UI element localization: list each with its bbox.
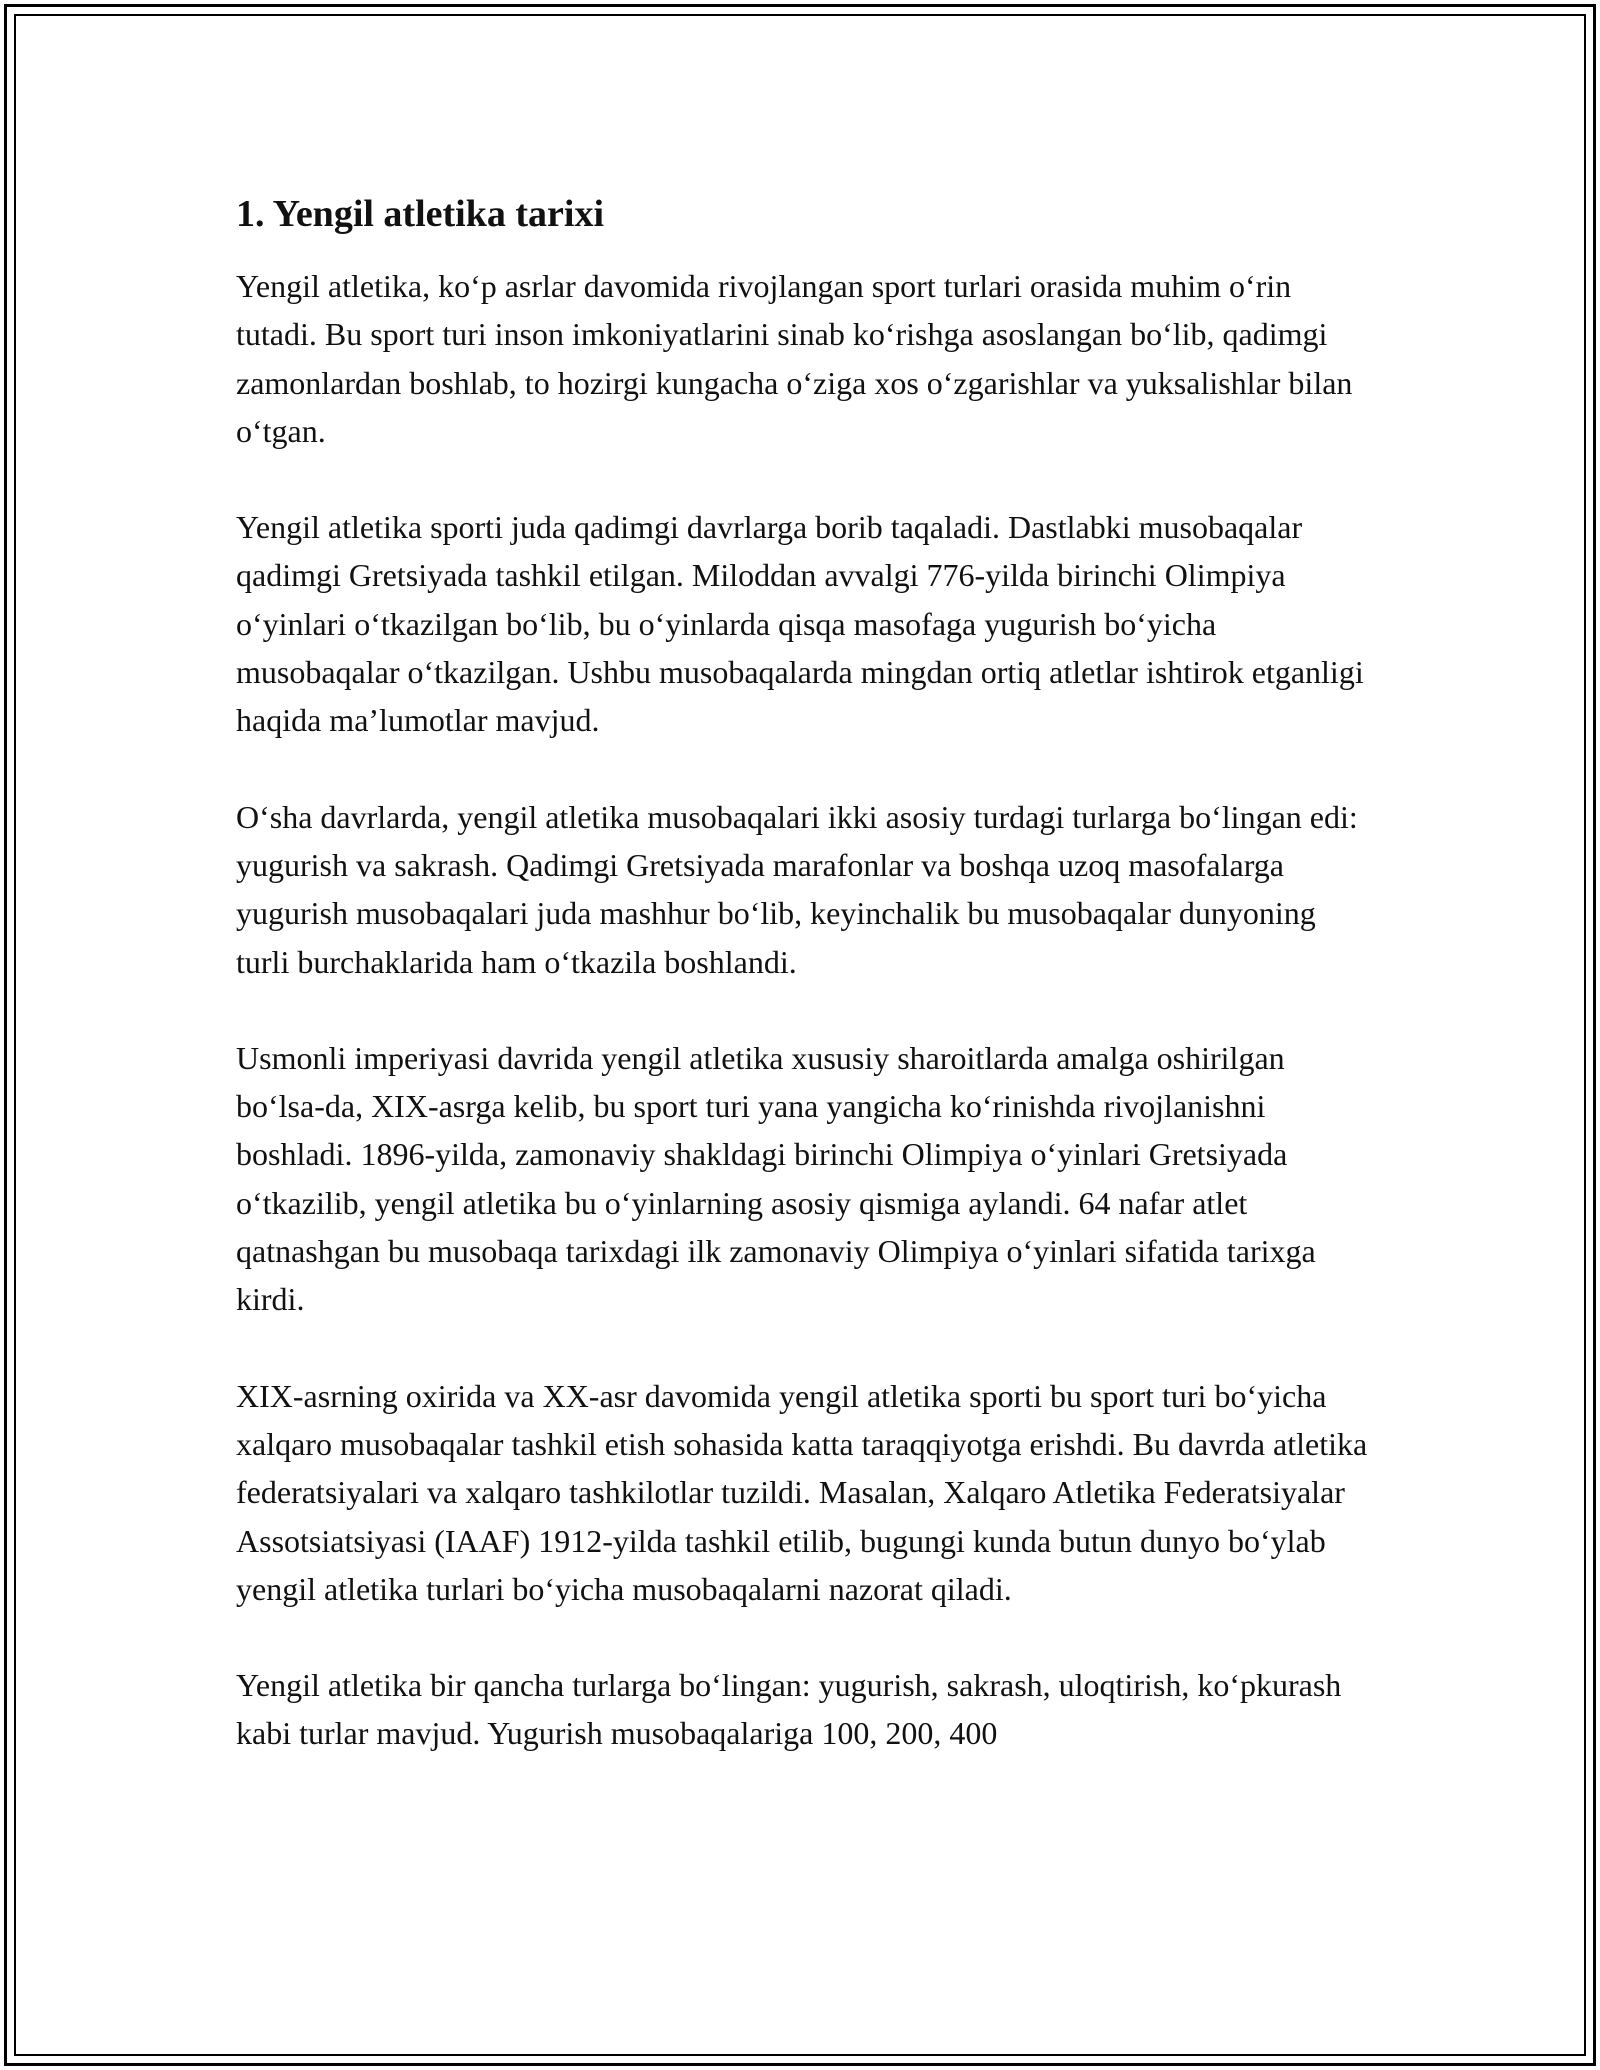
- paragraph-early-disciplines: Oʻsha davrlarda, yengil atletika musobaqalari ikki asosiy turdagi turlarga boʻlingan edi: yugurish va sakrash. Qadimgi Gretsiyada marafonlar va boshqa uzoq masofalarga yugurish musobaqalari juda mashhur boʻlib, keyinchalik bu musobaqalar dunyoning turli burchaklarida ham oʻtkazila boshlandi.: [236, 798, 1358, 980]
- paragraph-international-federations: XIX-asrning oxirida va XX-asr davomida yengil atletika sporti bu sport turi boʻyicha xalqaro musobaqalar tashkil etish sohasida katta taraqqiyotga erishdi. Bu davrda atletika federatsiyalari va xalqaro tashkilotlar tuzildi. Masalan, Xalqaro Atletika Federatsiyalar Assotsiatsiyasi (IAAF) 1912-yilda tashkil etilib, bugungi kunda butun dunyo boʻylab yengil atletika turlari boʻyicha musobaqalarni nazorat qiladi.: [236, 1377, 1368, 1607]
- document-body: [236, 186, 1376, 1806]
- paragraph-modern-olympics: Usmonli imperiyasi davrida yengil atletika xususiy sharoitlarda amalga oshirilgan boʻlsa-da, XIX-asrga kelib, bu sport turi yana yangicha koʻrinishda rivojlanishni boshladi. 1896-yilda, zamonaviy shakldagi birinchi Olimpiya oʻyinlari Gretsiyada oʻtkazilib, yengil atletika bu oʻyinlarning asosiy qismiga aylandi. 64 nafar atlet qatnashgan bu musobaqa tarixdagi ilk zamonaviy Olimpiya oʻyinlari sifatida tarixga kirdi.: [236, 1039, 1316, 1318]
- paragraph-ancient-origins: Yengil atletika sporti juda qadimgi davrlarga borib taqaladi. Dastlabki musobaqalar qadimgi Gretsiyada tashkil etilgan. Miloddan avvalgi 776-yilda birinchi Olimpiya oʻyinlari oʻtkazilgan boʻlib, bu oʻyinlarda qisqa masofaga yugurish boʻyicha musobaqalar oʻtkazilgan. Ushbu musobaqalarda mingdan ortiq atletlar ishtirok etganligi haqida maʼlumotlar mavjud.: [236, 509, 1364, 739]
- paragraph-intro: Yengil atletika, koʻp asrlar davomida rivojlangan sport turlari orasida muhim oʻrin tutadi. Bu sport turi inson imkoniyatlarini sinab koʻrishga asoslangan boʻlib, qadimgi zamonlardan boshlab, to hozirgi kungacha oʻziga xos oʻzgarishlar va yuksalishlar bilan oʻtgan.: [236, 268, 1353, 449]
- paragraph-event-types: Yengil atletika bir qancha turlarga boʻlingan: yugurish, sakrash, uloqtirish, koʻpkurash kabi turlar mavjud. Yugurish musobaqalariga 100, 200, 400: [236, 1667, 1342, 1752]
- section-heading: 1. Yengil atletika tarixi: [236, 193, 604, 235]
